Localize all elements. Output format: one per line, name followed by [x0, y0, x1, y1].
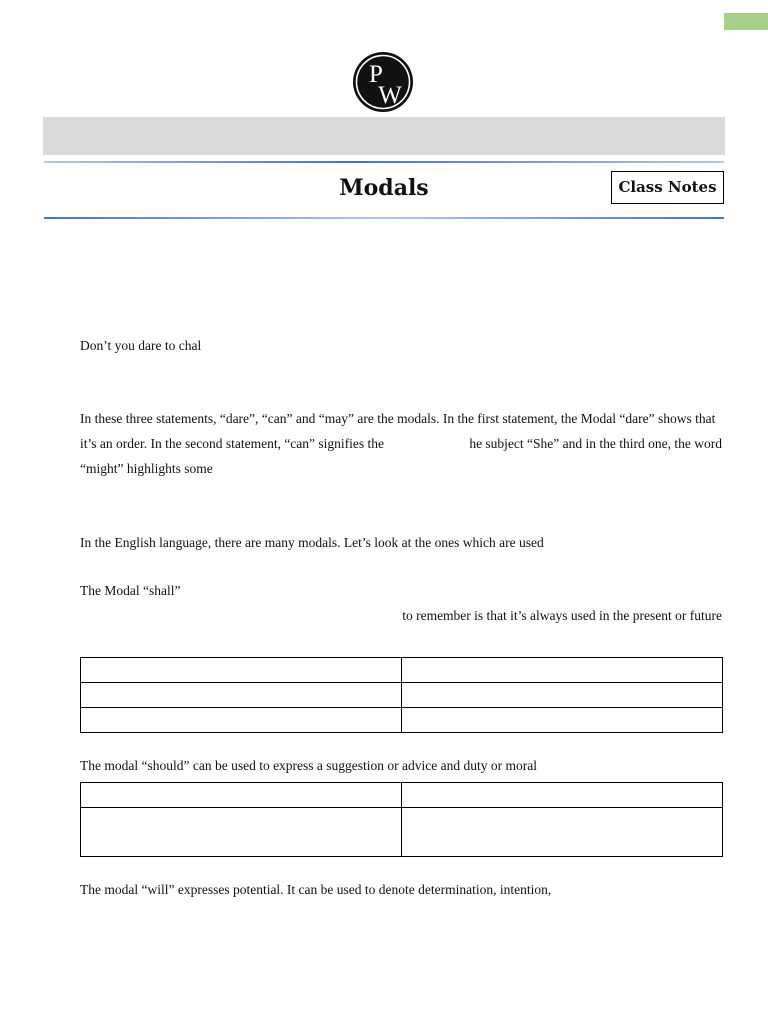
pw-logo-icon	[352, 51, 414, 113]
will-heading: The modal “will” expresses potential. It can be used to denote determination, intention,	[80, 882, 552, 897]
page-title: Modals	[339, 175, 429, 201]
paragraph-line-2-right: he subject “She” and in the third one, the word	[469, 436, 722, 451]
header-rule-bottom	[44, 217, 724, 219]
table-row	[81, 708, 723, 733]
paragraph-line-3: “might” highlights some	[80, 461, 213, 476]
table-cell	[81, 683, 402, 708]
corner-tab	[724, 13, 768, 30]
table-cell	[81, 708, 402, 733]
table-cell	[402, 783, 723, 808]
shall-description: to remember is that it’s always used in the present or future	[402, 608, 722, 623]
table-row	[81, 658, 723, 683]
table-row	[81, 783, 723, 808]
shall-table	[80, 657, 723, 733]
paragraph-line-1: In these three statements, “dare”, “can” and “may” are the modals. In the first statement, the Modal “dare” shows that	[80, 411, 716, 426]
header-band	[43, 117, 725, 155]
should-table	[80, 782, 723, 857]
paragraph-line-2-left: it’s an order. In the second statement, “can” signifies the	[80, 436, 385, 451]
table-row	[81, 808, 723, 857]
should-heading: The modal “should” can be used to express a suggestion or advice and duty or moral	[80, 758, 537, 773]
svg-text:W: W	[378, 82, 402, 109]
table-cell	[81, 808, 402, 857]
modals-intro: In the English language, there are many modals. Let’s look at the ones which are used	[80, 535, 544, 550]
table-cell	[402, 708, 723, 733]
header-rule-top	[44, 161, 724, 163]
table-cell	[402, 658, 723, 683]
svg-text:P: P	[369, 61, 383, 88]
table-cell	[81, 658, 402, 683]
shall-heading: The Modal “shall”	[80, 583, 181, 598]
table-cell	[81, 783, 402, 808]
intro-sentence: Don’t you dare to chal	[80, 338, 202, 353]
class-notes-badge: Class Notes	[611, 171, 724, 204]
paragraph-line-2	[80, 436, 722, 452]
table-cell	[402, 808, 723, 857]
table-cell	[402, 683, 723, 708]
table-row	[81, 683, 723, 708]
